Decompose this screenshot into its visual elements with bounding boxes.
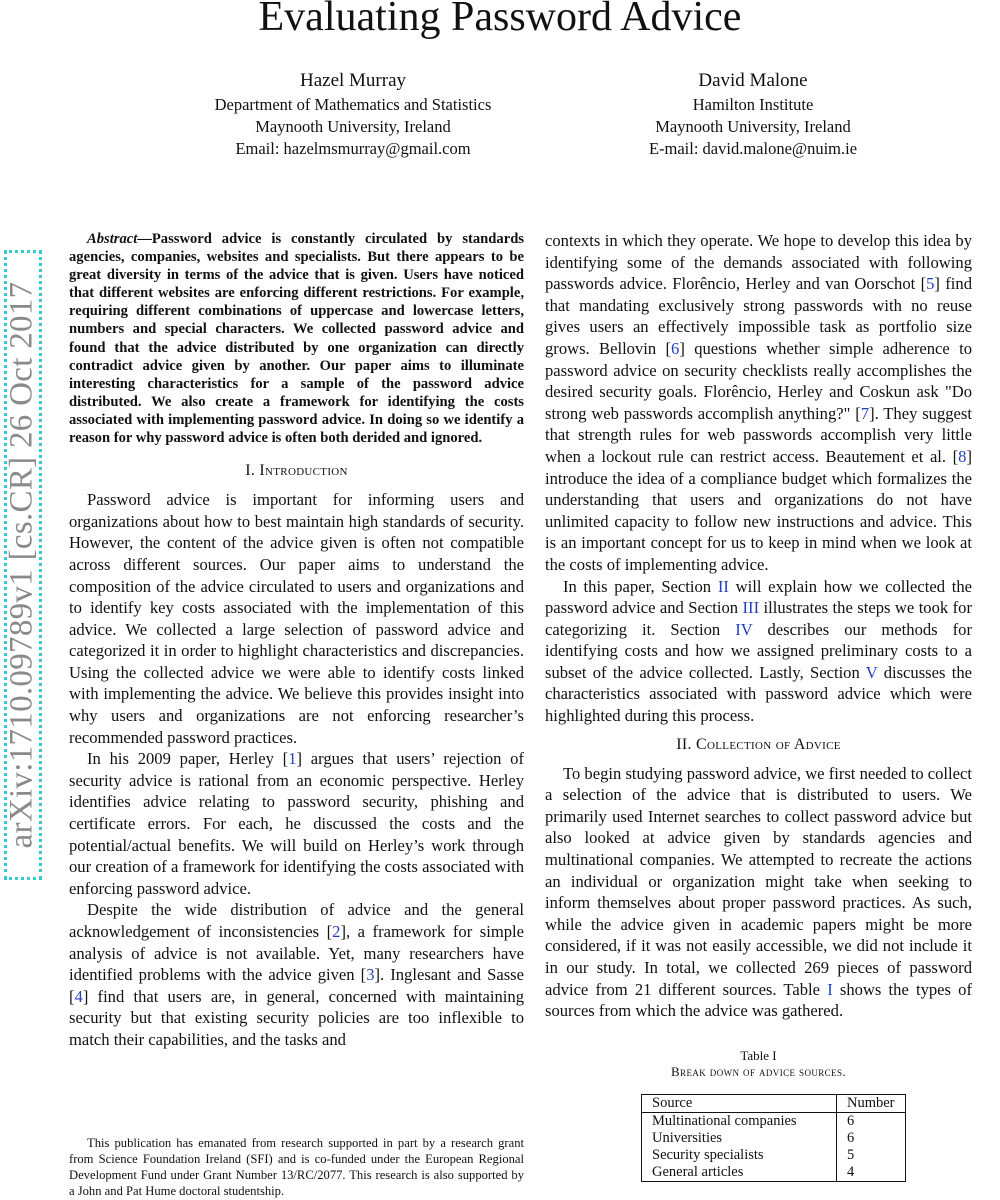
section-link[interactable]: V [865, 662, 878, 682]
author-university: Maynooth University, Ireland [655, 117, 851, 136]
section-link[interactable]: II [717, 576, 729, 596]
table-row [642, 1130, 906, 1147]
advice-sources-table [641, 1094, 906, 1182]
table-cell: Security specialists [642, 1147, 837, 1164]
citation-link[interactable]: 3 [366, 965, 375, 985]
table-cell: Multinational companies [642, 1112, 837, 1130]
table-cell: 6 [847, 1129, 855, 1146]
footnote: This publication has emanated from research supported in part by a research grant from Science Foundation Ireland (SFI) and is co-funded under the European Regional Development Fund under Grant Number 13/RC/2077. This research is also supported by a John and Pat Hume doctoral studentship. [69, 1136, 524, 1198]
table-row [642, 1164, 906, 1182]
table-link[interactable]: I [827, 979, 833, 999]
citation-link[interactable]: 8 [958, 446, 967, 466]
table-header-row [642, 1094, 906, 1112]
section-heading-introduction: I. Introduction [245, 462, 348, 480]
paper-title: Evaluating Password Advice [258, 0, 742, 40]
table-header-cell: Number [837, 1094, 906, 1112]
collection-paragraph-1: To begin studying password advice, we first needed to collect a selection of the advice that is distributed to users. We primarily used Internet searches to collect password advice but also looked at advice given by standards agencies and multinational companies. We attempted to recreate the actions an individual or organization might take when seeking to inform themselves about proper password practices. As such, while the advice given in academic papers might be more considered, if it was not easily accessible, we did not include it in our study. In total, we collected 269 pieces of password advice from 21 different sources. Table I shows the types of sources from which the advice was gathered. [545, 763, 972, 1021]
author-block-1 [143, 68, 563, 160]
author-email: E-mail: david.malone@nuim.ie [648, 139, 858, 158]
table-caption-title: Break down of advice sources. [670, 1063, 847, 1079]
section-link[interactable]: III [742, 598, 760, 618]
table-row [642, 1147, 906, 1164]
intro-paragraph-5: In this paper, Section II will explain how we collected the password advice and Section III illustrates the steps we took for categorizing it. Section IV describes our methods for identifying costs and how we assigned preliminary costs to a subset of the advice collected. Lastly, Section V discusses the characteristics associated with password advice which were highlighted during this process. [545, 576, 972, 726]
author-name: Hazel Murray [299, 70, 407, 91]
intro-paragraph-4: contexts in which they operate. We hope to develop this idea by identifying some of the demands associated with following passwords advice. Florêncio, Herley and van Oorschot [5] find that mandating exclusively strong passwords with no reuse gives users an effectively impossible task as portfolio size grows. Bellovin [6] questions whether simple adherence to password advice on security checklists really accomplishes the desired security goals. Florêncio, Herley and Coskun ask "Do strong web passwords accomplish anything?" [7]. They suggest that strength rules for web passwords accomplish very little when a lockout rule can restrict access. Beautement et al. [8] introduce the idea of a compliance budget which formalizes the understanding that users and organizations do not have unlimited capacity to follow new instructions and advice. This is an important concept for us to keep in mind when we look at the costs of implementing advice. [545, 231, 973, 574]
abstract-label: Abstract [87, 231, 138, 247]
intro-paragraph-2: In his 2009 paper, Herley [1] argues that users’ rejection of security advice is rational from an economic perspective. Herley identifies advice relating to password security, phishing and certificate errors. For each, he discussed the costs and the potential/actual benefits. We will build on Herley’s work through our creation of a framework for identifying the costs associated with enforcing password advice. [69, 749, 524, 898]
citation-link[interactable]: 6 [671, 338, 680, 358]
citation-link[interactable]: 1 [288, 749, 297, 769]
section-link[interactable]: IV [735, 619, 753, 639]
author-name: David Malone [698, 70, 808, 91]
arxiv-stamp-text: arXiv:1710.09789v1 [cs.CR] 26 Oct 2017 [3, 281, 40, 849]
table-row [642, 1112, 906, 1130]
author-university: Maynooth University, Ireland [255, 117, 451, 136]
table-cell: Universities [642, 1130, 837, 1147]
intro-paragraph-3: Despite the wide distribution of advice and the general acknowledgement of inconsistencies [2], a framework for simple analysis of advice is not available. Yet, many researchers have identified problems with the advice given [3]. Inglesant and Sasse [4] find that users are, in general, concerned with maintaining security but that existing security policies are too inflexible to match their capabilities, and the tasks and [69, 900, 525, 1049]
intro-paragraph-1: Password advice is important for informing users and organizations about how to best maintain high standards of security. However, the content of the advice given is often not compatible across different sources. Our paper aims to understand the composition of the advice circulated to users and organizations and to identify key costs associated with the implementation of this advice. We collected a large selection of password advice and categorized it in order to highlight characteristics and discrepancies. Using the collected advice we were able to identify costs linked with implementing the advice. We believe this provides insight into why users and organizations are not enforcing researcher’s recommended password practices. [69, 490, 524, 747]
author-block-2 [543, 68, 963, 160]
table-block [545, 1048, 972, 1182]
author-department: Hamilton Institute [692, 95, 814, 114]
left-column [69, 230, 524, 1051]
right-column [545, 230, 972, 1182]
citation-link[interactable]: 4 [74, 986, 83, 1006]
section-heading-collection: II. Collection of Advice [676, 735, 841, 753]
author-email: Email: hazelmsmurray@gmail.com [235, 139, 471, 158]
citation-link[interactable]: 2 [332, 922, 341, 941]
abstract [69, 230, 524, 447]
citation-link[interactable]: 5 [926, 274, 935, 294]
table-cell: 5 [847, 1146, 855, 1163]
arxiv-stamp [0, 250, 44, 880]
table-cell: 6 [847, 1112, 855, 1129]
table-cell: General articles [642, 1164, 837, 1182]
author-department: Department of Mathematics and Statistics [214, 95, 492, 114]
abstract-text: —Password advice is constantly circulated by standards agencies, companies, websites and specialists. But there appears to be great diversity in terms of the advice that is given. Users have noticed that different websites are enforcing different restrictions. For example, requiring different combinations of uppercase and lowercase letters, numbers and special characters. We collected password advice and found that the advice distributed by one organization can directly contradict advice given by another. Our paper aims to illuminate interesting characteristics for a sample of the password advice distributed. We also create a framework for identifying the costs associated with implementing password advice. In doing so we identify a reason for why password advice is often both derided and ignored. [69, 231, 524, 447]
table-caption-number: Table I [740, 1047, 777, 1063]
table-header-cell: Source [642, 1094, 837, 1112]
table-cell: 4 [847, 1163, 855, 1180]
citation-link[interactable]: 7 [860, 403, 870, 423]
